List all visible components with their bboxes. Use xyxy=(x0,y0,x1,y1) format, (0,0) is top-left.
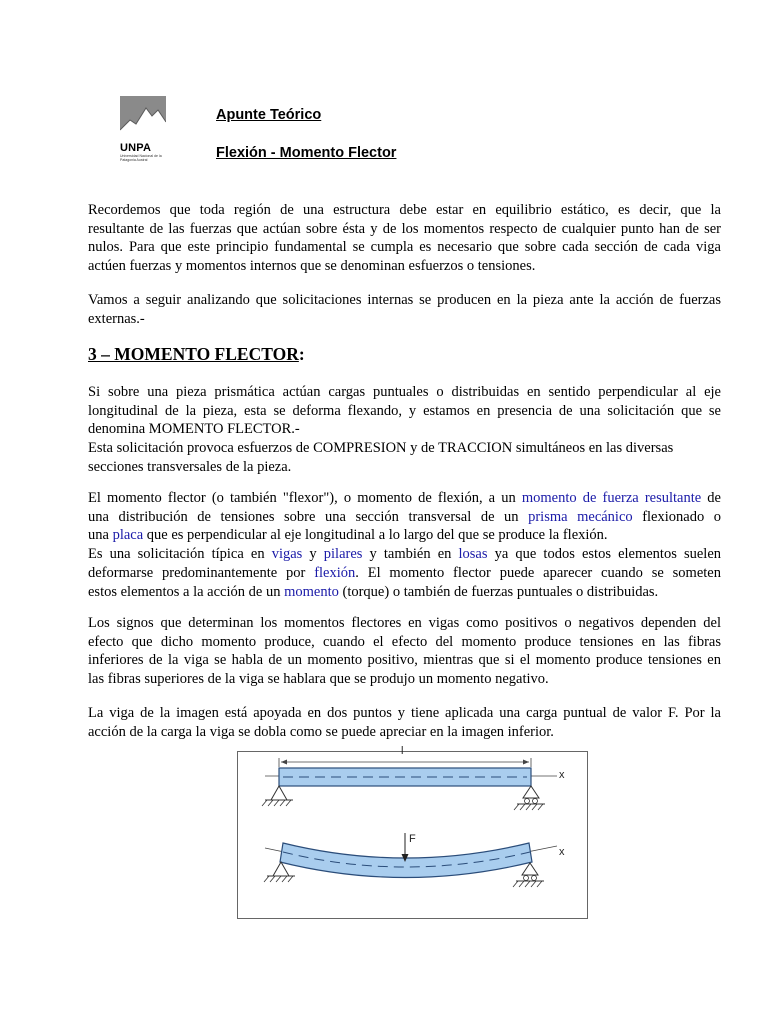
text-line: una placa que es perpendicular al eje longitudinal a lo largo del que se produce la flexión. xyxy=(88,527,608,544)
text-line: El momento flector (o también "flexor"), o momento de flexión, a un momento de fuerza resultante de xyxy=(88,490,721,506)
text-line: una distribución de tensiones sobre una sección transversal de un prisma mecánico flexionado o xyxy=(88,508,721,525)
text-line: nulos. Para que este principio fundamental se cumpla es necesario que sobre cada sección de cada viga xyxy=(88,239,721,256)
text-line: Si sobre una pieza prismática actúan cargas puntuales o distribuidas en sentido perpendicular al eje xyxy=(88,384,721,400)
document-subtitle: Flexión - Momento Flector xyxy=(216,145,397,161)
text-line: externas.- xyxy=(88,310,145,327)
text-line: estos elementos a la acción de un momento (torque) o también de fuerzas puntuales o distribuidas. xyxy=(88,583,659,600)
intro-paragraph-2 xyxy=(88,291,721,328)
link-vigas[interactable]: vigas xyxy=(271,546,303,563)
link-placa[interactable]: placa xyxy=(112,527,144,544)
link-momento-de-fuerza-resultante[interactable]: momento de fuerza resultante xyxy=(521,490,702,506)
beam-bending-figure xyxy=(237,745,588,919)
unpa-logo xyxy=(120,96,166,170)
figure-intro-paragraph xyxy=(88,704,721,741)
link-flexion[interactable]: flexión xyxy=(314,564,356,581)
mountain-logo-icon xyxy=(120,96,166,142)
document-title: Apunte Teórico xyxy=(216,107,322,123)
intro-paragraph-1 xyxy=(88,201,721,276)
text-line: inferiores de la viga se habla de un momento positivo, mientras que si el momento produce tensiones en xyxy=(88,652,721,669)
text-line: deformarse predominantemente por flexión. El momento flector puede aparecer cuando se someten xyxy=(88,564,721,581)
section-heading-colon: : xyxy=(298,344,305,364)
text-line: denomina MOMENTO FLECTOR.- xyxy=(88,421,300,438)
text-line: Los signos que determinan los momentos flectores en vigas como positivos o negativos dependen del xyxy=(88,615,721,631)
link-momento[interactable]: momento xyxy=(284,583,339,600)
sign-convention-paragraph xyxy=(88,614,721,689)
length-label: l xyxy=(401,745,404,757)
section-heading xyxy=(88,344,305,365)
text-line: Vamos a seguir analizando que solicitaciones internas se producen en la pieza ante la acción de fuerzas xyxy=(88,292,721,308)
text-line: Recordemos que toda región de una estructura debe estar en equilibrio estático, es decir, que la xyxy=(88,202,721,218)
definition-paragraph xyxy=(88,383,721,477)
link-losas[interactable]: losas xyxy=(458,546,488,563)
text-line: acción de la carga la viga se dobla como se puede apreciar en la imagen inferior. xyxy=(88,723,554,740)
link-pilares[interactable]: pilares xyxy=(323,546,363,563)
moment-description-paragraph xyxy=(88,489,721,601)
text-line: resultante de las fuerzas que actúan sobre ésta y de los momentos respecto de cualquier punto han de ser xyxy=(88,220,721,237)
logo-text: UNPA xyxy=(120,142,152,154)
text-line: Es una solicitación típica en vigas y pilares y también en losas ya que todos estos elementos suelen xyxy=(88,546,722,563)
text-line: secciones transversales de la pieza. xyxy=(88,458,292,475)
link-prisma-mecanico[interactable]: prisma mecánico xyxy=(528,508,633,525)
text-line: Esta solicitación provoca esfuerzos de COMPRESION y de TRACCION simultáneos en las diversas xyxy=(88,440,674,457)
text-line: longitudinal de la pieza, esta se deforma flexando, y estamos en presencia de una solicitación que se xyxy=(88,402,721,419)
section-heading-text: 3 – MOMENTO FLECTOR xyxy=(88,344,299,364)
force-label: F xyxy=(409,833,416,845)
text-line: La viga de la imagen está apoyada en dos puntos y tiene aplicada una carga puntual de valor F. Por la xyxy=(88,705,721,721)
axis-label-bottom: x xyxy=(559,846,565,858)
axis-label-top: x xyxy=(559,769,565,781)
text-line: actúen fuerzas y momentos internos que se denominan esfuerzos o tensiones. xyxy=(88,258,536,275)
text-line: efecto que dicho momento produce, cuando el efecto del momento produce tensiones en las fibras xyxy=(88,633,721,650)
logo-subtext: Universidad Nacional de la Patagonia Austral xyxy=(120,154,162,162)
text-line: las fibras superiores de la viga se hablara que se produjo un momento negativo. xyxy=(88,671,549,688)
